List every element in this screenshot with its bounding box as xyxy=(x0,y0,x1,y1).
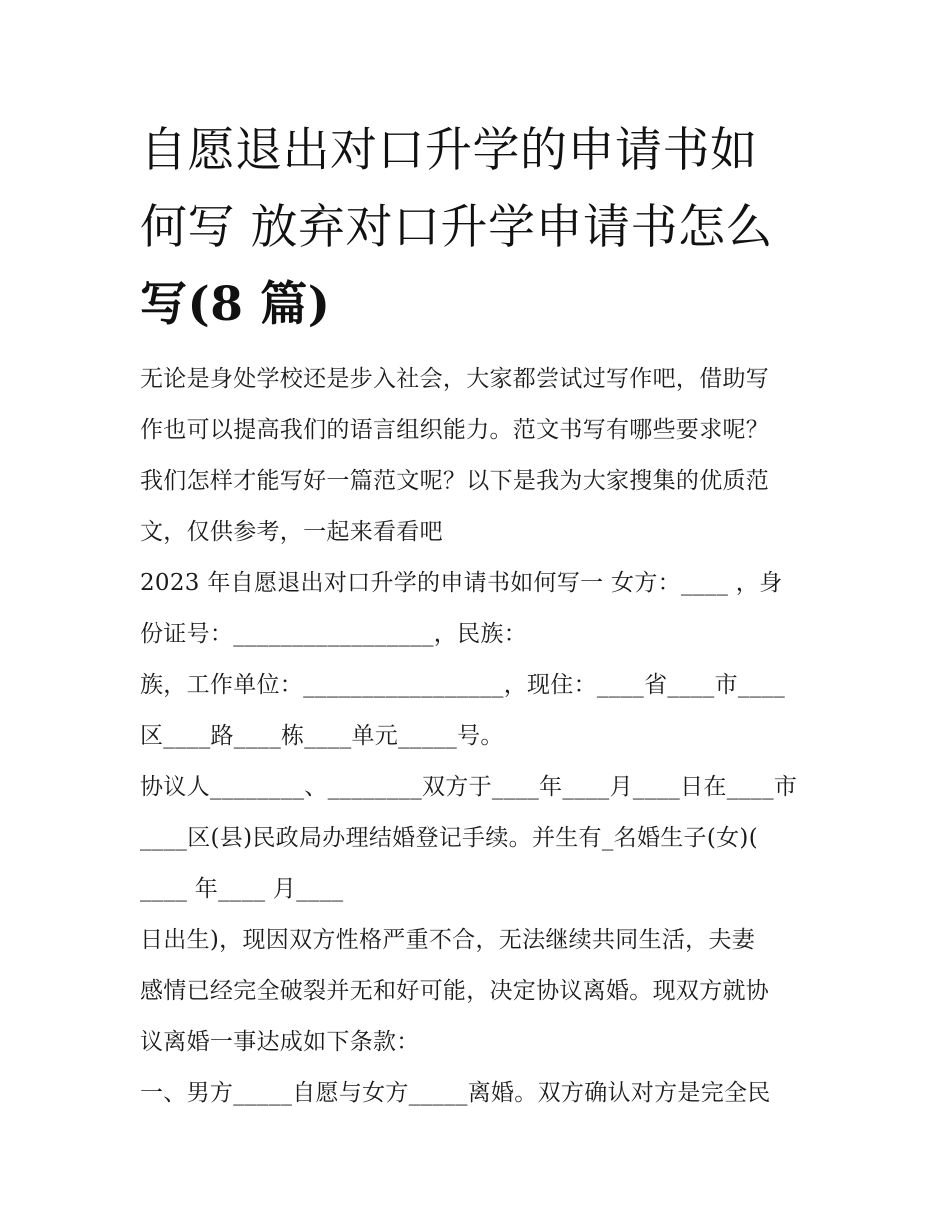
body-line: 我们怎样才能写好一篇范文呢？以下是我为大家搜集的优质范 xyxy=(140,468,770,494)
body-line: ____区(县)民政局办理结婚登记手续。并生有_名婚生子(女)( xyxy=(140,825,758,851)
title-line: 何写 放弃对口升学申请书怎么 xyxy=(140,200,773,255)
body-line: 族，工作单位：_________________，现住：____省____市____ xyxy=(140,672,786,698)
body-line: 文，仅供参考，一起来看看吧 xyxy=(140,519,443,545)
body-line: 2023 年自愿退出对口升学的申请书如何写一 女方：____ ，身 xyxy=(140,570,783,596)
body-line: 协议人________、________双方于____年____月____日在____市 xyxy=(140,774,798,800)
body-line: 日出生)，现因双方性格严重不合，无法继续共同生活，夫妻 xyxy=(140,927,756,953)
body-line: ____ 年____ 月____ xyxy=(140,876,344,902)
body-line: 一、男方_____自愿与女方_____离婚。双方确认对方是完全民 xyxy=(140,1080,771,1106)
body-line: 感情已经完全破裂并无和好可能，决定协议离婚。现双方就协 xyxy=(140,978,770,1004)
body-line: 份证号：_________________，民族： xyxy=(140,621,527,647)
body-line: 作也可以提高我们的语言组织能力。范文书写有哪些要求呢？ xyxy=(140,417,770,443)
body-line: 议离婚一事达成如下条款： xyxy=(140,1029,420,1055)
title-line: 写(8 篇) xyxy=(140,277,331,332)
body-line: 无论是身处学校还是步入社会，大家都尝试过写作吧，借助写 xyxy=(140,366,770,392)
title-line: 自愿退出对口升学的申请书如 xyxy=(140,123,758,178)
body-line: 区____路____栋____单元_____号。 xyxy=(140,723,504,749)
document-title xyxy=(140,112,820,343)
document-body xyxy=(140,354,820,1119)
